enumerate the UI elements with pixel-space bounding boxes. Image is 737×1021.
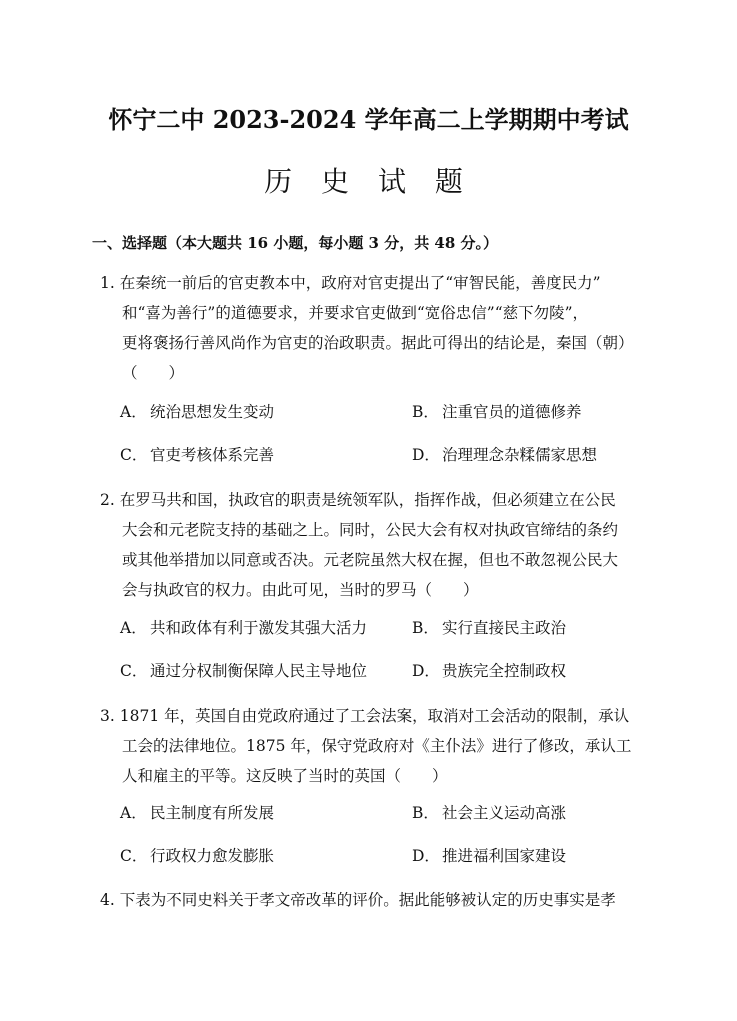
question-number: 1. [100, 274, 115, 292]
option-d: D． 贵族完全控制政权 [412, 662, 567, 680]
option-a: A． 共和政体有利于激发其强大活力 [120, 619, 368, 637]
question-text-line: 大会和元老院支持的基础之上。同时，公民大会有权对执政官缔结的条约 [122, 521, 619, 539]
option-c: C． 官吏考核体系完善 [120, 446, 275, 464]
question-text-line: 会与执政官的权力。由此可见，当时的罗马（ ） [122, 581, 479, 599]
question-text-line: 在罗马共和国，执政官的职责是统领军队，指挥作战，但必须建立在公民 [119, 491, 616, 509]
question-number: 4. [100, 891, 115, 909]
section-heading: 一、选择题（本大题共 16 小题，每小题 3 分，共 48 分。） [92, 234, 499, 252]
option-c: C． 通过分权制衡保障人民主导地位 [120, 662, 368, 680]
option-d: D． 治理理念杂糅儒家思想 [412, 446, 598, 464]
question-number: 2. [100, 491, 115, 509]
question-1 [100, 268, 660, 388]
option-c: C． 行政权力愈发膨胀 [120, 847, 275, 865]
subject-title: 历 史 试 题 [264, 165, 473, 198]
option-a: A． 统治思想发生变动 [120, 403, 275, 421]
question-text-line: 人和雇主的平等。这反映了当时的英国（ ） [122, 767, 448, 785]
option-a: A． 民主制度有所发展 [120, 804, 275, 822]
question-text-line: 下表为不同史料关于孝文帝改革的评价。据此能够被认定的历史事实是孝 [119, 891, 616, 909]
question-text-line: 更将褒扬行善风尚作为官吏的治政职责。据此可得出的结论是，秦国（朝） [122, 334, 634, 352]
question-2 [100, 485, 660, 605]
question-text-line: 在秦统一前后的官吏教本中，政府对官吏提出了“审智民能，善度民力” [119, 274, 601, 292]
question-text-line: （ ） [122, 364, 185, 382]
option-b: B． 注重官员的道德修养 [412, 403, 582, 421]
question-text-line: 工会的法律地位。1875 年，保守党政府对《主仆法》进行了修改，承认工 [122, 737, 632, 755]
question-text-line: 或其他举措加以同意或否决。元老院虽然大权在握，但也不敢忽视公民大 [122, 551, 619, 569]
exam-title: 怀宁二中 2023-2024 学年高二上学期期中考试 [108, 105, 629, 134]
option-d: D． 推进福利国家建设 [412, 847, 567, 865]
question-number: 3. [100, 707, 115, 725]
question-text-line: 和“喜为善行”的道德要求，并要求官吏做到“宽俗忠信”“慈下勿陵”， [122, 304, 589, 322]
option-b: B． 社会主义运动高涨 [412, 804, 567, 822]
question-text-line: 1871 年，英国自由党政府通过了工会法案，取消对工会活动的限制，承认 [119, 707, 630, 725]
option-b: B． 实行直接民主政治 [412, 619, 567, 637]
question-4 [100, 885, 660, 915]
question-3 [100, 701, 660, 791]
